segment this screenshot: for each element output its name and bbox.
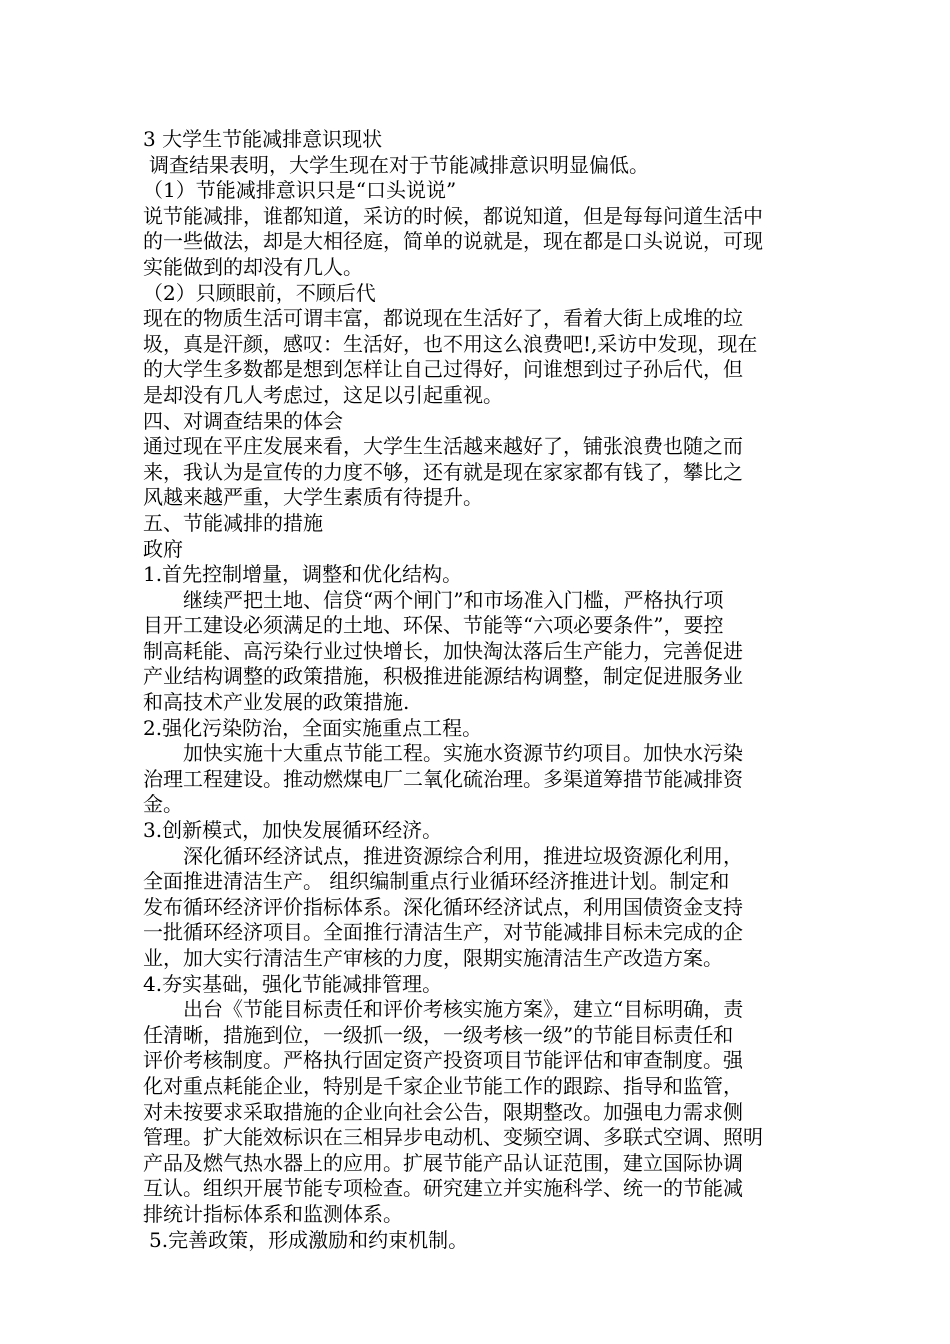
text-line: 深化循环经济试点，推进资源综合利用，推进垃圾资源化利用， bbox=[183, 843, 743, 868]
text-line: 圾，真是汗颜，感叹：生活好，也不用这么浪费吧!,采访中发现，现在 bbox=[143, 331, 758, 356]
text-line: 发布循环经济评价指标体系。深化循环经济试点，利用国债资金支持 bbox=[143, 894, 743, 919]
text-line: 五、节能减排的措施 bbox=[143, 510, 323, 535]
text-line: 制高耗能、高污染行业过快增长，加快淘汰落后生产能力，完善促进 bbox=[143, 638, 743, 663]
text-line: 互认。组织开展节能专项检查。研究建立并实施科学、统一的节能减 bbox=[143, 1176, 743, 1201]
text-line: 对未按要求采取措施的企业向社会公告，限期整改。加强电力需求侧 bbox=[143, 1099, 743, 1124]
text-line: 一批循环经济项目。全面推行清洁生产，对节能减排目标未完成的企 bbox=[143, 920, 743, 945]
text-line: 调查结果表明，大学生现在对于节能减排意识明显偏低。 bbox=[149, 152, 649, 177]
text-line: （1）节能减排意识只是“口头说说” bbox=[143, 178, 457, 203]
text-line: 实能做到的却没有几人。 bbox=[143, 254, 363, 279]
text-line: 产业结构调整的政策措施，积极推进能源结构调整，制定促进服务业 bbox=[143, 664, 743, 689]
text-line: 金。 bbox=[143, 792, 183, 817]
text-line: 3.创新模式，加快发展循环经济。 bbox=[143, 818, 443, 843]
text-line: 风越来越严重，大学生素质有待提升。 bbox=[143, 485, 483, 510]
text-line: 治理工程建设。推动燃煤电厂二氧化硫治理。多渠道筹措节能减排资 bbox=[143, 766, 743, 791]
text-line: 通过现在平庄发展来看，大学生生活越来越好了，铺张浪费也随之而 bbox=[143, 434, 743, 459]
text-line: 任清晰，措施到位，一级抓一级，一级考核一级”的节能目标责任和 bbox=[143, 1022, 734, 1047]
document-body bbox=[143, 127, 811, 1253]
text-line: 评价考核制度。严格执行固定资产投资项目节能评估和审查制度。强 bbox=[143, 1048, 743, 1073]
text-line: 说节能减排，谁都知道，采访的时候，都说知道，但是每每问道生活中 bbox=[143, 203, 763, 228]
text-line: 继续严把土地、信贷“两个闸门”和市场准入门槛，严格执行项 bbox=[183, 587, 724, 612]
text-line: （2）只顾眼前，不顾后代 bbox=[143, 280, 376, 305]
text-line: 4.夯实基础，强化节能减排管理。 bbox=[143, 971, 443, 996]
text-line: 排统计指标体系和监测体系。 bbox=[143, 1201, 403, 1226]
text-line: 业，加大实行清洁生产审核的力度，限期实施清洁生产改造方案。 bbox=[143, 946, 723, 970]
text-line: 来，我认为是宣传的力度不够，还有就是现在家家都有钱了，攀比之 bbox=[143, 459, 743, 484]
text-line: 政府 bbox=[143, 536, 183, 561]
text-line: 化对重点耗能企业，特别是千家企业节能工作的跟踪、指导和监管， bbox=[143, 1073, 743, 1098]
text-line: 1.首先控制增量，调整和优化结构。 bbox=[143, 562, 463, 587]
text-line: 出台《节能目标责任和评价考核实施方案》，建立“目标明确，责 bbox=[183, 997, 744, 1022]
text-line: 四、对调查结果的体会 bbox=[143, 408, 343, 433]
text-line: 和高技术产业发展的政策措施. bbox=[143, 690, 410, 715]
text-line: 5.完善政策，形成激励和约束机制。 bbox=[149, 1227, 469, 1252]
text-line: 全面推进清洁生产。 组织编制重点行业循环经济推进计划。制定和 bbox=[143, 869, 730, 894]
text-line: 的一些做法，却是大相径庭，简单的说就是，现在都是口头说说，可现 bbox=[143, 229, 763, 254]
text-line: 加快实施十大重点节能工程。实施水资源节约项目。加快水污染 bbox=[183, 741, 743, 766]
text-line: 产品及燃气热水器上的应用。扩展节能产品认证范围，建立国际协调 bbox=[143, 1150, 743, 1175]
text-line: 目开工建设必须满足的土地、环保、节能等“六项必要条件”，要控 bbox=[143, 613, 724, 638]
text-line: 管理。扩大能效标识在三相异步电动机、变频空调、多联式空调、照明 bbox=[143, 1125, 763, 1150]
text-line: 的大学生多数都是想到怎样让自己过得好，问谁想到过子孙后代，但 bbox=[143, 357, 743, 382]
text-line: 是却没有几人考虑过，这足以引起重视。 bbox=[143, 382, 503, 407]
text-line: 3 大学生节能减排意识现状 bbox=[143, 127, 383, 151]
text-line: 2.强化污染防治，全面实施重点工程。 bbox=[143, 715, 483, 740]
text-line: 现在的物质生活可谓丰富，都说现在生活好了，看着大街上成堆的垃 bbox=[143, 306, 743, 331]
